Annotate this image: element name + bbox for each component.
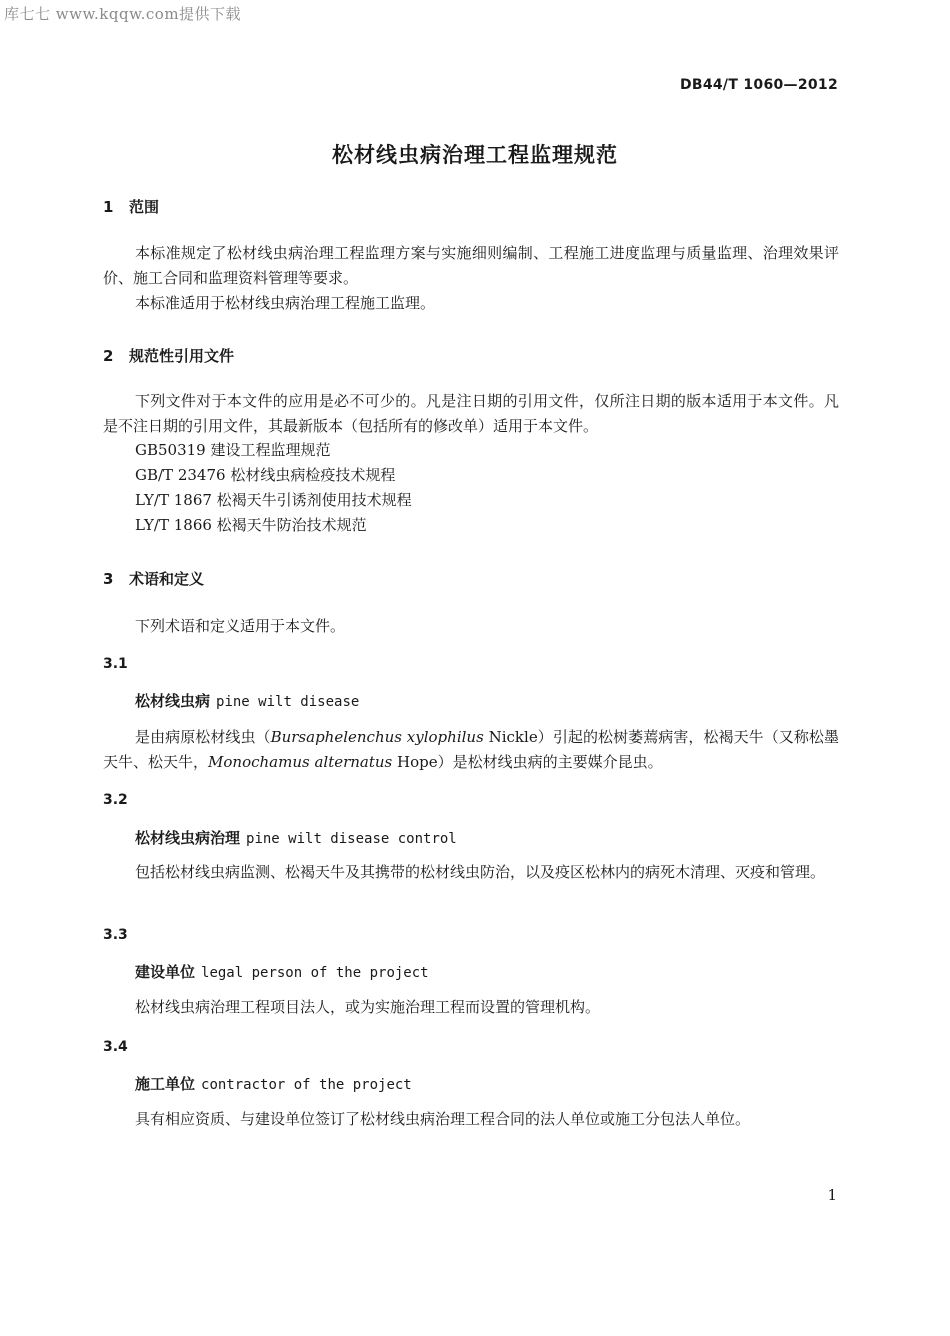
term-en: pine wilt disease control	[246, 831, 457, 847]
term-en: contractor of the project	[201, 1077, 412, 1093]
section-2-heading	[103, 345, 234, 366]
term-zh: 施工单位	[135, 1075, 196, 1093]
section-1-paragraph-2: 本标准适用于松材线虫病治理工程施工监理。	[135, 294, 436, 312]
definition-text: Nickle）引起的松树萎蔫病害，松褐天牛（又称松墨天牛、松天牛，	[103, 728, 839, 771]
term-number: 3.2	[103, 792, 128, 808]
term-zh: 建设单位	[135, 963, 196, 981]
definition-text: 是由病原松材线虫（	[135, 728, 271, 746]
section-number: 2	[103, 347, 114, 365]
scientific-name: Bursaphelenchus xylophilus	[270, 728, 484, 746]
term-zh: 松材线虫病治理	[135, 829, 241, 847]
reference-item: LY/T 1866 松褐天牛防治技术规范	[135, 516, 367, 534]
section-1-heading	[103, 196, 159, 217]
term-heading	[135, 1073, 412, 1094]
reference-item: GB50319 建设工程监理规范	[135, 441, 331, 459]
term-en: legal person of the project	[201, 965, 429, 981]
section-3-intro: 下列术语和定义适用于本文件。	[135, 617, 346, 635]
term-number: 3.3	[103, 927, 128, 943]
standard-number: DB44/T 1060—2012	[679, 77, 838, 93]
section-2-paragraph: 下列文件对于本文件的应用是必不可少的。凡是注日期的引用文件，仅所注日期的版本适用于本文件。凡是不注日期的引用文件，其最新版本（包括所有的修改单）适用于本文件。	[103, 392, 839, 435]
term-number: 3.4	[103, 1039, 128, 1055]
term-zh: 松材线虫病	[135, 692, 211, 710]
term-heading	[135, 827, 457, 848]
watermark: 库七七 www.kqqw.com提供下载	[4, 5, 242, 23]
section-title: 范围	[129, 198, 160, 216]
term-definition: 包括松材线虫病监测、松褐天牛及其携带的松材线虫防治，以及疫区松林内的病死木清理、灭疫和管理。	[135, 863, 826, 881]
term-number: 3.1	[103, 656, 128, 672]
definition-text: Hope）是松材线虫病的主要媒介昆虫。	[392, 753, 663, 771]
term-heading	[135, 690, 359, 711]
section-title: 规范性引用文件	[129, 347, 235, 365]
page-title: 松材线虫病治理工程监理规范	[332, 143, 618, 167]
reference-item: LY/T 1867 松褐天牛引诱剂使用技术规程	[135, 491, 412, 509]
section-number: 1	[103, 198, 114, 216]
term-en: pine wilt disease	[216, 694, 360, 710]
term-definition: 具有相应资质、与建设单位签订了松材线虫病治理工程合同的法人单位或施工分包法人单位。	[135, 1110, 751, 1128]
reference-item: GB/T 23476 松材线虫病检疫技术规程	[135, 466, 396, 484]
section-3-heading	[103, 568, 204, 589]
section-title: 术语和定义	[129, 570, 205, 588]
section-1-paragraph-1: 本标准规定了松材线虫病治理工程监理方案与实施细则编制、工程施工进度监理与质量监理、治理效果评价、施工合同和监理资料管理等要求。	[103, 244, 839, 287]
section-number: 3	[103, 570, 114, 588]
page-number: 1	[827, 1186, 837, 1204]
term-heading	[135, 961, 429, 982]
term-definition	[103, 725, 839, 775]
term-definition: 松材线虫病治理工程项目法人，或为实施治理工程而设置的管理机构。	[135, 998, 601, 1016]
scientific-name: Monochamus alternatus	[208, 753, 393, 771]
